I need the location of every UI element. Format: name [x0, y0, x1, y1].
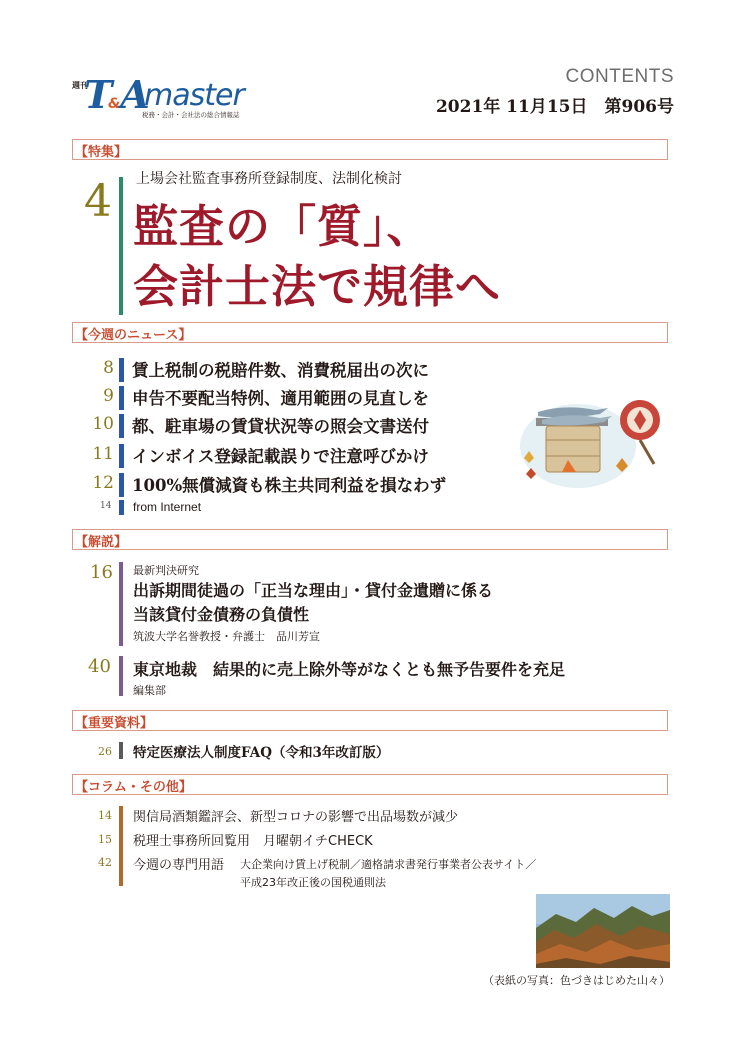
column-terms-line2: 平成23年改正後の国税通則法 — [240, 876, 386, 889]
section-news-label: 【今週のニュース】 — [75, 328, 192, 343]
important-title[interactable]: 特定医療法人制度FAQ（令和3年改訂版） — [133, 745, 390, 761]
column-page-number: 14 — [98, 809, 112, 822]
commentary-page-number: 16 — [90, 562, 113, 583]
column-title[interactable]: 税理士事務所回覧用 月曜朝イチCHECK — [133, 834, 373, 849]
news-title: 賃上税制の税賠件数、消費税届出の次に — [132, 361, 429, 380]
brazier — [546, 426, 600, 472]
column-terms-line1: 大企業向け賃上げ税制／適格請求書発行事業者公表サイト／ — [240, 858, 537, 871]
column-title[interactable]: 今週の専門用語 — [133, 858, 225, 873]
news-bar — [119, 414, 124, 438]
news-title: 都、駐車場の賃貸状況等の照会文書送付 — [132, 417, 429, 436]
section-important — [72, 710, 668, 731]
news-bar — [119, 444, 124, 468]
list-item[interactable] — [78, 471, 478, 499]
cover-caption: （表紙の写真：色づきはじめた山々） — [483, 974, 670, 987]
section-important-label: 【重要資料】 — [75, 716, 154, 731]
column-page-number: 15 — [98, 833, 112, 846]
commentary-bar — [119, 656, 123, 696]
news-page-number: 12 — [92, 473, 114, 493]
logo-weekly-label: 週刊 — [72, 81, 88, 90]
column-page-number: 42 — [98, 856, 112, 869]
section-feature — [72, 139, 668, 160]
commentary-title-line2[interactable]: 当該貸付金債務の負債性 — [133, 605, 310, 624]
logo-master: master — [144, 78, 244, 113]
commentary-title-line1[interactable]: 東京地裁 結果的に売上除外等がなくとも無予告要件を充足 — [133, 660, 566, 679]
commentary-author: 筑波大学名誉教授・弁護士 品川芳宣 — [133, 630, 320, 643]
contents-label: CONTENTS — [565, 66, 674, 87]
feature-page-number: 4 — [84, 176, 112, 227]
section-news — [72, 322, 668, 343]
commentary-title-line1[interactable]: 出訴期間徒過の「正当な理由」・貸付金遺贈に係る — [133, 581, 494, 600]
news-bar — [119, 473, 124, 497]
news-page-number: 9 — [103, 386, 114, 406]
section-feature-label: 【特集】 — [75, 145, 128, 160]
news-page-number: 10 — [92, 414, 114, 434]
news-title: インボイス登録記載誤りで注意呼びかけ — [132, 447, 429, 466]
news-page-number: 8 — [103, 358, 114, 378]
logo-ta-letter: T A — [84, 72, 146, 117]
feature-title-line1[interactable]: 監査の「質」、 — [133, 200, 433, 253]
news-page-number: 11 — [92, 444, 114, 464]
list-item[interactable] — [78, 442, 478, 470]
internet-bar — [119, 500, 124, 515]
news-title: 申告不要配当特例、適用範囲の見直しを — [132, 389, 429, 408]
list-item[interactable] — [78, 356, 478, 384]
autumn-illustration — [516, 380, 676, 490]
commentary-label: 最新判決研究 — [133, 564, 199, 577]
logo-tagline: 税務・会計・会社法の総合情報誌 — [142, 111, 240, 119]
cover-photo — [536, 894, 670, 968]
column-title[interactable]: 関信局酒類鑑評会、新型コロナの影響で出品場数が減少 — [133, 810, 459, 825]
news-bar — [119, 358, 124, 382]
section-column-label: 【コラム・その他】 — [75, 780, 192, 795]
important-bar — [119, 742, 123, 759]
logo-ampersand: & — [108, 96, 121, 112]
section-commentary-label: 【解説】 — [75, 535, 128, 550]
commentary-page-number: 40 — [88, 656, 111, 677]
feature-accent-bar — [119, 177, 123, 315]
feature-subtitle: 上場会社監査事務所登録制度、法制化検討 — [136, 171, 402, 187]
internet-title[interactable]: from Internet — [133, 500, 202, 514]
internet-page-number: 14 — [100, 501, 112, 511]
section-commentary — [72, 529, 668, 550]
news-bar — [119, 386, 124, 410]
commentary-bar — [119, 562, 123, 646]
news-title: 100%無償減資も株主共同利益を損なわず — [132, 476, 447, 495]
feature-title-line2[interactable]: 会計士法で規律へ — [133, 260, 502, 313]
issue-date: 2021年 11月15日 第906号 — [435, 97, 674, 117]
section-column — [72, 774, 668, 795]
list-item[interactable] — [78, 384, 478, 412]
list-item[interactable] — [78, 412, 478, 440]
column-bar — [119, 806, 123, 886]
important-page-number: 26 — [98, 745, 112, 758]
commentary-author: 編集部 — [133, 684, 166, 697]
